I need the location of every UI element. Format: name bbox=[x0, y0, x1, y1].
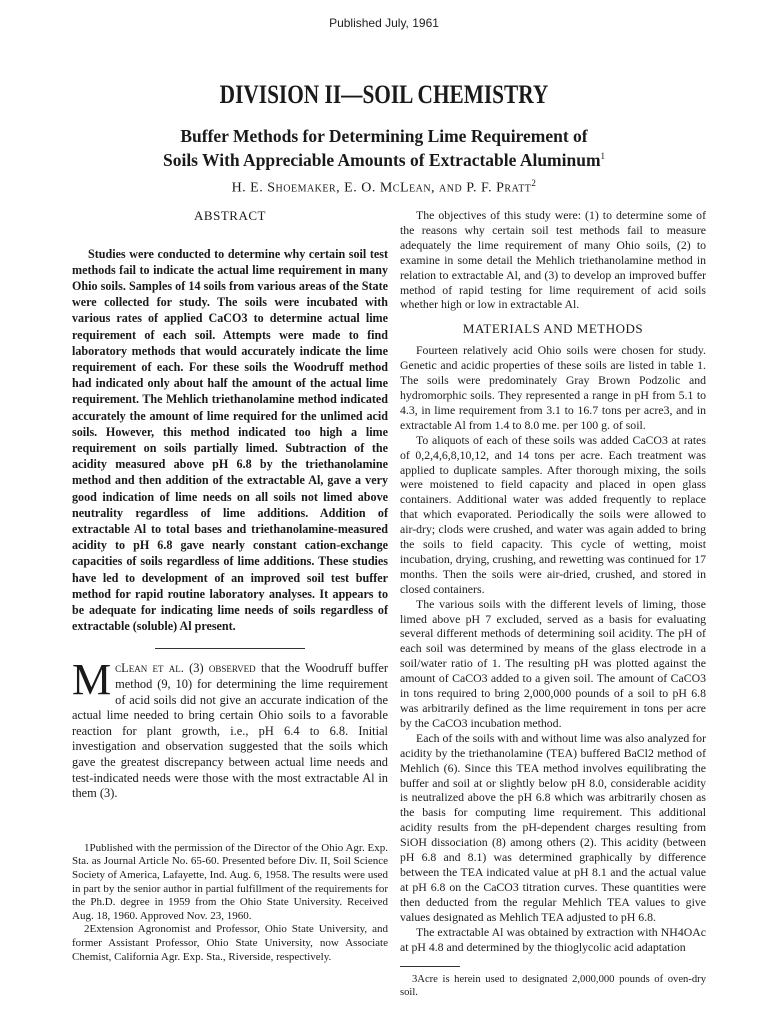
title-line-2-text: Soils With Appreciable Amounts of Extractable Aluminum bbox=[162, 149, 601, 170]
footnote-divider bbox=[400, 966, 460, 967]
intro-text: that the Woodruff buffer method (9, 10) for determining the lime requirement of acid soils did not give an accurate indication of the actual lime needed to bring certain Ohio soils to a favorable reaction for plant growth, i.e., pH 6.4 to 6.8. Initial investigation and observation suggested that the soils which gave the greatest discrepancy between actual lime needs and test-indicated needs were those with the most extractable Al in them (3). bbox=[72, 661, 388, 801]
author-line bbox=[0, 178, 768, 197]
title-line-1: Buffer Methods for Determining Lime Requirement of bbox=[180, 126, 588, 146]
drop-cap: M bbox=[72, 655, 112, 705]
section-divider bbox=[155, 648, 305, 649]
methods-heading: MATERIALS AND METHODS bbox=[462, 321, 644, 337]
title-line-2 bbox=[0, 146, 768, 170]
abstract-paragraph: Studies were conducted to determine why certain soil test methods fail to indicate the actual lime requirement in many Ohio soils. Samples of 14 soils from various areas of the State were collected for study. The soils were incubated with various rates of applied CaCO3 to determine actual lime requirement of each soil. Attempts were made to find laboratory methods that would accurately indicate the lime requirement of each. For these soils the Woodruff method had indicated only about half the amount of the actual lime requirement. The Mehlich triethanolamine method indicated accurately the amount of lime required for the unlimed acid soils. However, this method indicated too high a lime requirement on soils partially limed. Subtraction of the acidity measured above pH 6.8 by the triethanolamine method and then addition of the extractable Al, gave a very good indication of lime needs on all soils not limed above neutrality regardless of lime additions. Addition of extractable Al to total bases and triethanolamine-measured acidity to pH 6.8 gave nearly constant cation-exchange capacities of soils regardless of lime additions. These studies have led to development of an improved soil test buffer method for rapid routine laboratory analyses. It appears to be adequate for indicating lime needs of soils regardless of extractable (soluble) Al present. bbox=[72, 246, 388, 634]
footnote-3: 3Acre is herein used to designated 2,000,000 pounds of oven-dry soil. bbox=[400, 974, 706, 999]
abstract-body bbox=[72, 246, 388, 635]
methods-paragraph-3: The various soils with the different levels of liming, those limed above pH 7 excluded, served as a basis for evaluating several different methods of determining soil acidity. The pH of each soil was determined by means of the glass electrode in a soil/water ratio of 1. The resulting pH was plotted against the amount of CaCO3 added to a given soil. The amount of CaCO3 in tons required to bring 2,000,000 pounds of a soil to pH 6.8 was arbitrarily defined as the lime requirement in tons per acre by the CaCO3 incubation method. bbox=[400, 596, 706, 730]
methods-paragraph-2: To aliquots of each of these soils was added CaCO3 at rates of 0,2,4,6,8,10,12, and 14 tons per acre. Each treatment was applied to duplicate samples. After thorough mixing, the soils were moistened to field capacity and placed in open glass containers. Additional water was added frequently to replace that which evaporated. Periodically the soils were allowed to air-dry; clods were crushed, and water was again added to bring the soils to field capacity. This cycle of wetting, moist incubation, drying, crushing, and rewetting was continued for 17 months. Then the soils were air-dried, crushed, and stored in closed containers. bbox=[400, 432, 706, 596]
objectives-paragraph: The objectives of this study were: (1) to determine some of the reasons why certain soil test methods fail to measure adequately the lime requirement of many Ohio soils, (2) to examine in some detail the Mehlich triethanolamine method in relation to extractable Al, and (3) to develop an improved buffer method of rapid testing for lime requirement of acid soils whether high or low in extractable Al. bbox=[400, 208, 706, 312]
abstract-heading: ABSTRACT bbox=[194, 208, 266, 223]
intro-lead-ref: (3) bbox=[189, 661, 204, 676]
division-heading: DIVISION II—SOIL CHEMISTRY bbox=[219, 80, 549, 109]
footnote-2: 2Extension Agronomist and Professor, Ohio State University, and former Assistant Professor, Ohio State University, now Associate Chemist, California Agr. Exp. Sta., Riverside, respectively. bbox=[72, 923, 388, 963]
title-footnote-mark: 1 bbox=[600, 151, 606, 161]
publication-date-note: Published July, 1961 bbox=[329, 16, 439, 30]
left-column bbox=[72, 208, 388, 964]
methods-paragraph-1: Fourteen relatively acid Ohio soils were chosen for study. Genetic and acidic properties of these soils are listed in table 1. The soils were predominately Gray Brown Podzolic and hydromorphic soils. They represented a range in pH from 5.1 to 4.3, in lime requirement from 3.1 to 16.7 tons per acre3, and in extractable Al from 1.4 to 8.0 me. per 100 g. of soil. bbox=[400, 343, 706, 432]
footnote-1: 1Published with the permission of the Director of the Ohio Agr. Exp. Sta. as Journal Article No. 65-60. Presented before Div. II, Soil Science Society of America, Lafayette, Ind. Aug. 6, 1958. The results were used in part by the senior author in partial fulfillment of the requirements for the Ph.D. degree in 1959 from the Ohio State University. Received Aug. 18, 1960. Approved Nov. 23, 1960. bbox=[72, 841, 388, 922]
authors-footnote-mark: 2 bbox=[531, 178, 537, 188]
methods-paragraph-4: Each of the soils with and without lime was also analyzed for acidity by the triethanolamine (TEA) buffered BaCl2 method of Mehlich (6). Since this TEA method involves equilibrating the buffer and soil at or slightly below pH 8.0, considerable acidity is neutralized above the pH 6.8 which was arbitrarily chosen as the basis for computing lime requirement. This additional acidity results from the pH-dependent charges resulting from SiOH dissociation (8) among others (2). This acidity (between pH 6.8 and 8.1) was determined graphically by difference between the TEA indicated value at pH 8.1 and the actual value at pH 6.8 on the CaCO3 titration curves. These quantities were then deducted from the regular Mehlich TEA values to give values designated as Mehlich TEA adjusted to pH 6.8. bbox=[400, 730, 706, 924]
left-footnotes bbox=[72, 842, 388, 964]
article-title bbox=[0, 126, 768, 170]
intro-paragraph bbox=[72, 655, 388, 801]
intro-lead-word: observed bbox=[208, 661, 256, 676]
intro-lead: cLean et al. bbox=[115, 661, 184, 676]
right-column bbox=[400, 208, 706, 999]
authors-text: H. E. Shoemaker, E. O. McLean, and P. F. Pratt bbox=[231, 180, 532, 196]
methods-paragraph-5: The extractable Al was obtained by extraction with NH4OAc at pH 4.8 and determined by the thioglycolic acid adaptation bbox=[400, 924, 706, 954]
